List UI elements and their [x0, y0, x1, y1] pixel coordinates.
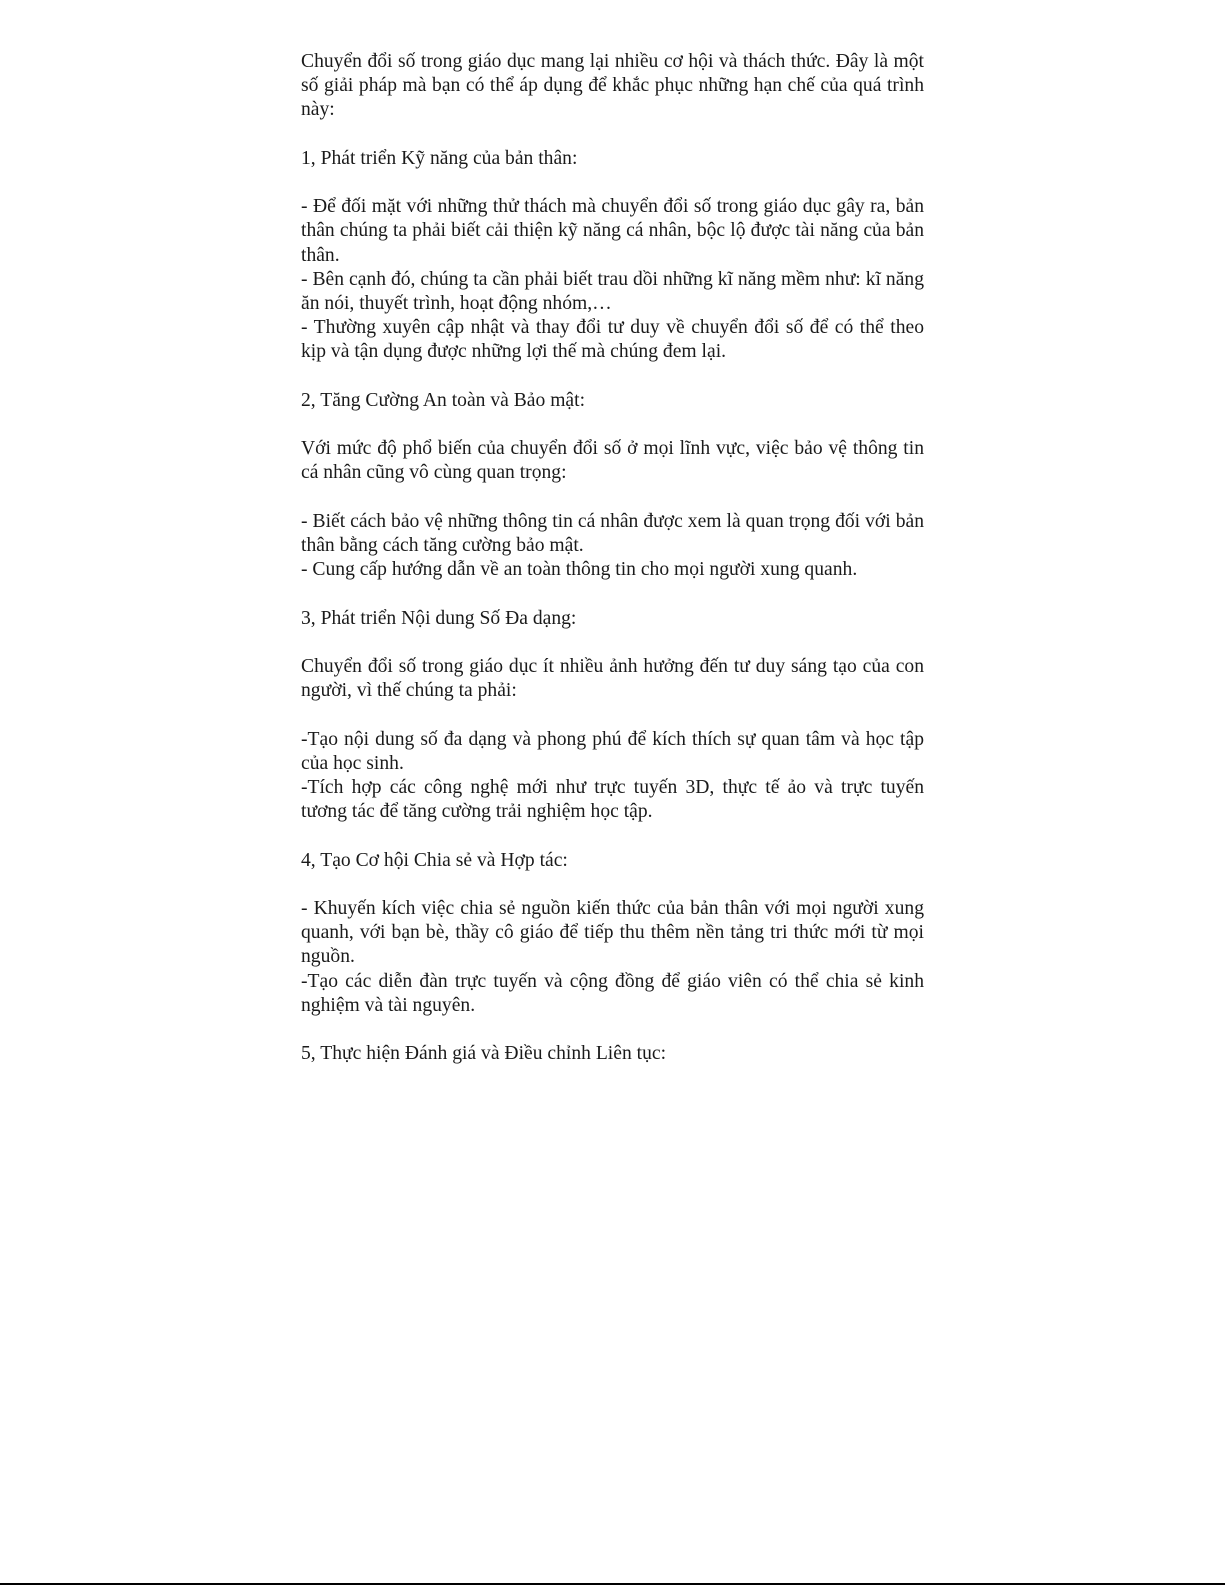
section-2-item-2: - Cung cấp hướng dẫn về an toàn thông tin cho mọi người xung quanh. [301, 559, 858, 581]
section-1-item-3: - Thường xuyên cập nhật và thay đổi tư duy về chuyển đổi số để có thể theo kịp và tận dụng được những lợi thế mà chúng đem lại. [301, 317, 924, 363]
section-3-heading: 3, Phát triển Nội dung Số Đa dạng: [301, 607, 577, 629]
document-page [301, 50, 924, 1091]
section-2-heading: 2, Tăng Cường An toàn và Bảo mật: [301, 389, 586, 411]
intro-paragraph: Chuyển đổi số trong giáo dục mang lại nhiều cơ hội và thách thức. Đây là một số giải pháp mà bạn có thể áp dụng để khắc phục những hạn chế của quá trình này: [301, 51, 924, 121]
section-2-list [301, 510, 924, 583]
section-3-list [301, 728, 924, 825]
section-4-item-2: -Tạo các diễn đàn trực tuyến và cộng đồng để giáo viên có thể chia sẻ kinh nghiệm và tài nguyên. [301, 970, 924, 1016]
section-5-heading: 5, Thực hiện Đánh giá và Điều chỉnh Liên tục: [301, 1043, 667, 1065]
section-3-item-1: -Tạo nội dung số đa dạng và phong phú để kích thích sự quan tâm và học tập của học sinh. [301, 728, 924, 774]
section-1-list [301, 195, 924, 364]
section-2-item-1: - Biết cách bảo vệ những thông tin cá nhân được xem là quan trọng đối với bản thân bằng cách tăng cường bảo mật. [301, 510, 924, 556]
section-4-list [301, 897, 924, 1018]
section-3-intro: Chuyển đổi số trong giáo dục ít nhiều ảnh hưởng đến tư duy sáng tạo của con người, vì thế chúng ta phải: [301, 655, 924, 702]
section-1-item-1: - Để đối mặt với những thử thách mà chuyển đổi số trong giáo dục gây ra, bản thân chúng ta phải biết cải thiện kỹ năng cá nhân, bộc lộ được tài năng của bản thân. [301, 196, 924, 266]
section-3-item-2: -Tích hợp các công nghệ mới như trực tuyến 3D, thực tế ảo và trực tuyến tương tác để tăng cường trải nghiệm học tập. [301, 776, 924, 823]
section-4-item-1: - Khuyến kích việc chia sẻ nguồn kiến thức của bản thân với mọi người xung quanh, với bạn bè, thầy cô giáo để tiếp thu thêm nền tảng tri thức mới từ mọi nguồn. [301, 897, 924, 968]
section-4-heading: 4, Tạo Cơ hội Chia sẻ và Hợp tác: [301, 849, 568, 871]
section-1-heading: 1, Phát triển Kỹ năng của bản thân: [301, 147, 578, 169]
section-1-item-2: - Bên cạnh đó, chúng ta cần phải biết trau dồi những kĩ năng mềm như: kĩ năng ăn nói, thuyết trình, hoạt động nhóm,… [301, 268, 924, 314]
section-2-intro: Với mức độ phổ biến của chuyển đổi số ở mọi lĩnh vực, việc bảo vệ thông tin cá nhân cũng vô cùng quan trọng: [301, 438, 924, 484]
